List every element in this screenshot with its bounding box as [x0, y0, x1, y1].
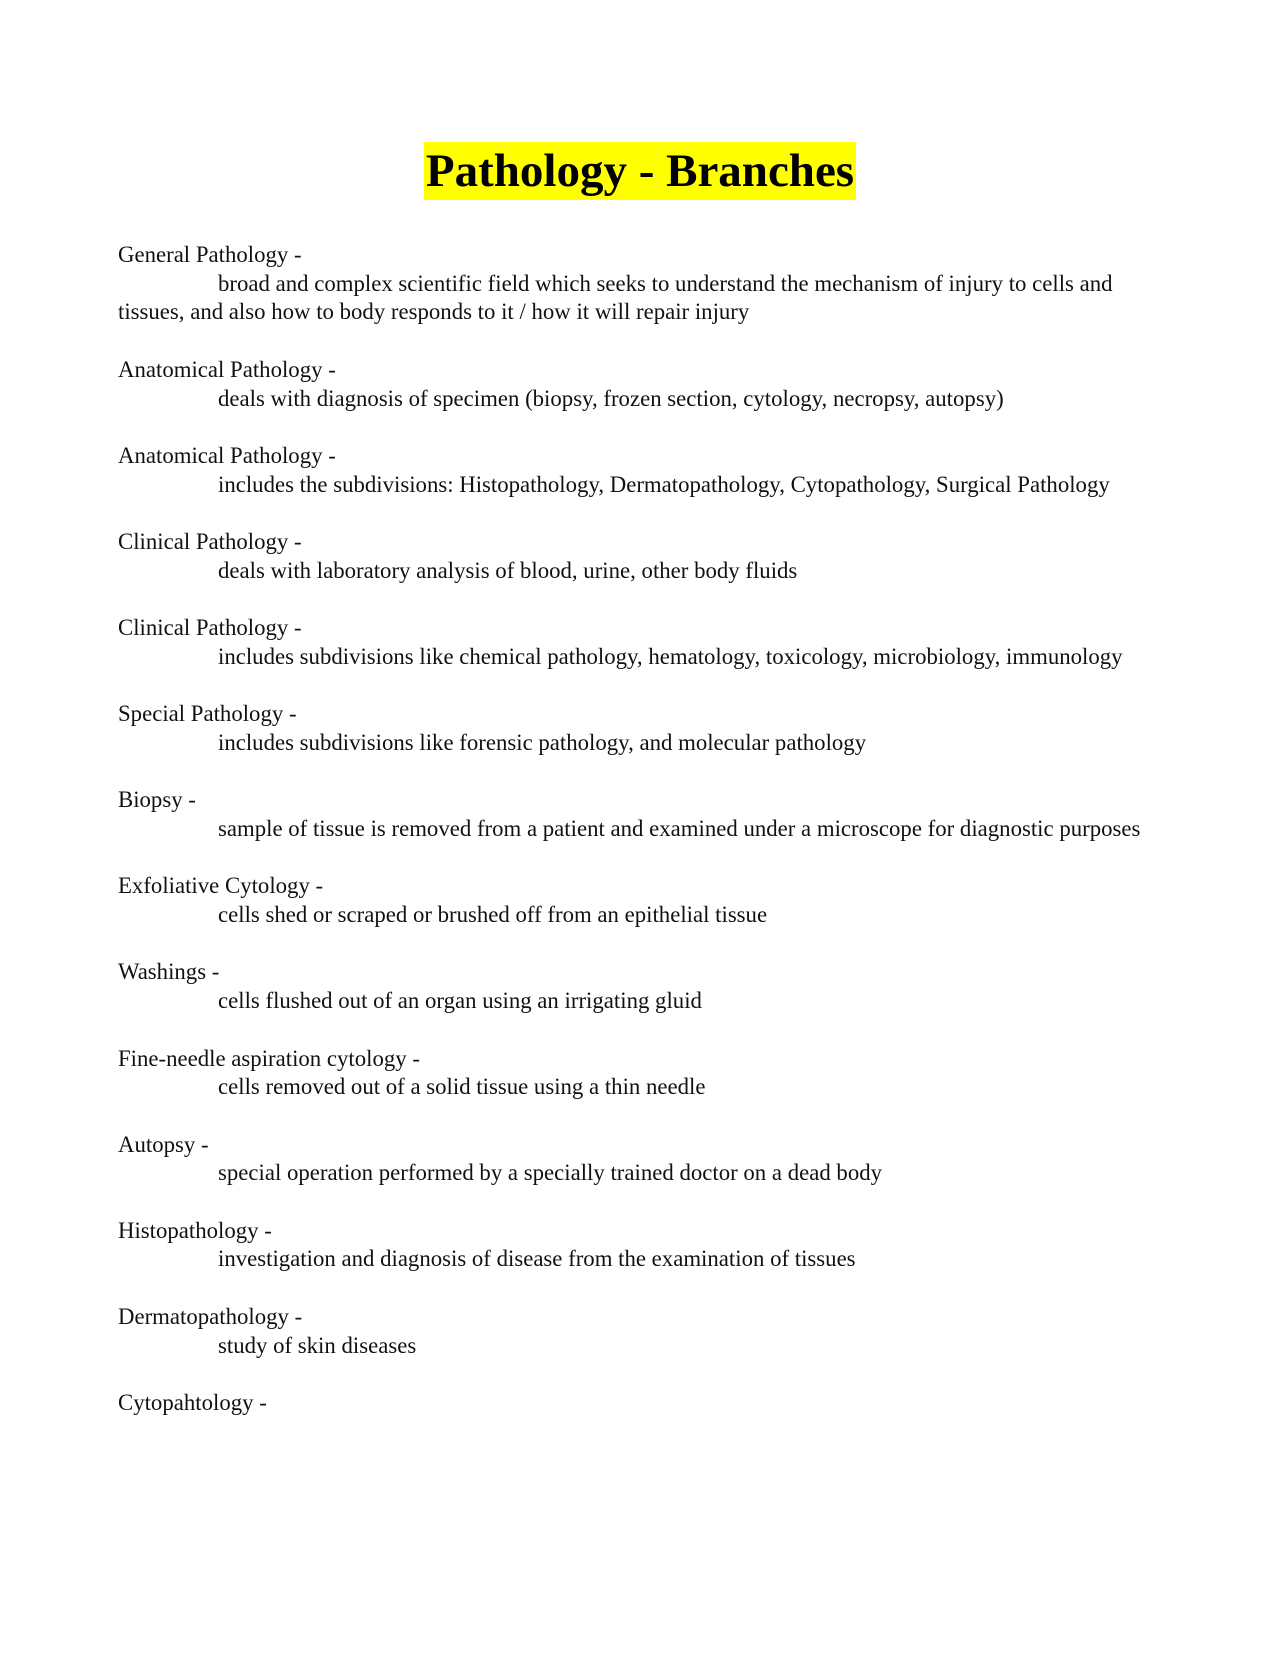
entry-histopathology: [118, 1217, 1166, 1274]
entry-definition: deals with diagnosis of specimen (biopsy, frozen section, cytology, necropsy, autopsy): [218, 385, 1004, 411]
entry-clinical-pathology-subdivisions: [118, 614, 1166, 671]
entry-term: Biopsy -: [118, 787, 196, 813]
entry-definition: cells flushed out of an organ using an irrigating gluid: [218, 988, 702, 1014]
entry-definition: cells removed out of a solid tissue using a thin needle: [218, 1074, 706, 1100]
entry-term: Fine-needle aspiration cytology -: [118, 1045, 420, 1071]
entry-term: Clinical Pathology -: [118, 615, 302, 641]
entry-biopsy: [118, 786, 1166, 843]
entry-definition: deals with laboratory analysis of blood, urine, other body fluids: [218, 557, 798, 583]
entry-term: Autopsy -: [118, 1131, 209, 1157]
entry-definition: study of skin diseases: [218, 1332, 417, 1358]
entry-list: [118, 241, 1166, 1446]
entry-term: General Pathology -: [118, 242, 302, 267]
entry-definition: cells shed or scraped or brushed off from an epithelial tissue: [218, 902, 768, 928]
entry-special-pathology: [118, 700, 1166, 757]
page-title: Pathology - Branches: [424, 142, 856, 200]
entry-term: Histopathology -: [118, 1217, 272, 1243]
entry-term: Anatomical Pathology -: [118, 356, 336, 382]
entry-autopsy: [118, 1131, 1166, 1188]
entry-fine-needle-aspiration-cytology: [118, 1045, 1166, 1102]
entry-term: Exfoliative Cytology -: [118, 873, 324, 899]
entry-definition: investigation and diagnosis of disease from the examination of tissues: [218, 1246, 856, 1272]
entry-clinical-pathology: [118, 528, 1166, 585]
entry-definition: includes the subdivisions: Histopathology, Dermatopathology, Cytopathology, Surgical Pathology: [218, 471, 1110, 497]
entry-washings: [118, 958, 1166, 1015]
entry-general-pathology: [118, 241, 1166, 327]
entry-anatomical-pathology: [118, 356, 1166, 413]
title-container: [0, 142, 1280, 200]
entry-cytopathology: [118, 1389, 1166, 1418]
entry-exfoliative-cytology: [118, 872, 1166, 929]
entry-dermatopathology: [118, 1303, 1166, 1360]
entry-term: Anatomical Pathology -: [118, 442, 336, 468]
entry-term: Dermatopathology -: [118, 1303, 303, 1329]
entry-definition: sample of tissue is removed from a patient and examined under a microscope for diagnostic purposes: [218, 815, 1141, 841]
entry-term: Cytopahtology -: [118, 1389, 267, 1415]
entry-anatomical-pathology-subdivisions: [118, 442, 1166, 499]
entry-definition: broad and complex scientific field which seeks to understand the mechanism of injury to cells and tissues, and also how to body responds to it / how it will repair injury: [118, 270, 1113, 325]
entry-term: Special Pathology -: [118, 701, 297, 727]
entry-term: Clinical Pathology -: [118, 528, 302, 554]
entry-definition: special operation performed by a specially trained doctor on a dead body: [218, 1160, 883, 1186]
entry-definition: includes subdivisions like chemical pathology, hematology, toxicology, microbiology, immunology: [218, 643, 1123, 669]
entry-definition: includes subdivisions like forensic pathology, and molecular pathology: [218, 729, 867, 755]
entry-term: Washings -: [118, 959, 220, 985]
